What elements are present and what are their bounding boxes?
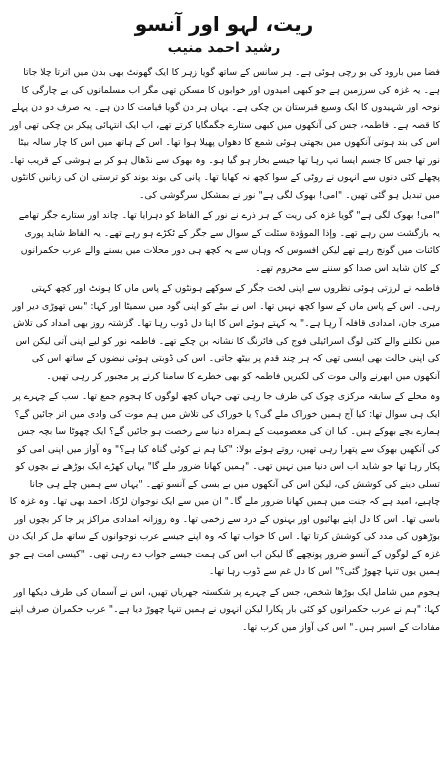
paragraph-2: "امی! بھوک لگی ہے" گویا غزہ کی ریت کے ہر ذرے نے نور کے الفاظ کو دہرایا تھا۔ چاند اور ستارے جگر تھامے یہ بازگشت سن رہے تھے۔ وإذا الموؤدة سئلت کے سوال سے جگر کے ٹکڑے ہو رہے تھے۔ یہ الفاظ شاید پوری کائنات میں گونج رہے تھے لیکن افسوس کہ وہاں سے یہ کچھ ہی دور محلات میں بسنے والے عرب حکمرانوں کے کان شاید اس صدا کو سننے سے محروم تھے۔	[18, 210, 440, 274]
paragraph-1: فضا میں بارود کی بو رچی ہوئی ہے۔ ہر سانس کے ساتھ گویا زہر کا ایک گھونٹ بھی بدن میں اترتا چلا جاتا ہے۔ یہ غزہ کی سرزمین ہے جو کبھی امیدوں اور خوابوں کا مسکن تھی مگر اب مسلمانوں کی بے چارگی کا نوحہ اور شہیدوں کا ایک وسیع قبرستان بن چکی ہے۔ یہاں ہر دن گویا قیامت کا دن ہے۔ یہ صرف دو دن پہلے کا قصہ ہے۔ فاطمہ، جس کی آنکھوں میں کبھی ستارے جگمگایا کرتے تھے، اب ایک انتہائی پیکر بن چکی تھی اور اس کی بند ہوتی آنکھوں میں بجھتی ہوئی شمع کا دھواں پھیلا ہوا تھا۔ اس کے ہاتھ میں اس کا چار سالہ بیٹا نور تھا جس کا جسم ایسا تپ رہا تھا جیسے بخار ہو گیا ہو۔ وہ بھوک سے نڈھال ہو کر بے ہوشی کے قریب تھا۔ پچھلے کئی دنوں سے انہوں نے روٹی کے سوا کچھ نہ کھایا تھا۔ پانی کی بوند بوند کو ترستی ان کی زبانیں کانٹوں میں تبدیل ہو گئی تھیں۔ "امی! بھوک لگی ہے" نور نے بمشکل سرگوشی کی۔	[9, 67, 440, 201]
article-author: رشید احمد منیب	[167, 40, 281, 56]
article-body	[8, 64, 440, 764]
paragraph-5: ہجوم میں شامل ایک بوڑھا شخص، جس کے چہرے پر شکستہ جھریاں تھیں، اس نے آسمان کی طرف دیکھا اور کہا: "ہم نے عرب حکمرانوں کو کئی بار پکارا لیکن انہوں نے ہمیں تنہا چھوڑ دیا ہے۔" عرب حکمران صرف اپنے مفادات کے اسیر ہیں۔" اس کی آواز میں کرب تھا۔	[9, 586, 440, 633]
article-title: ریت، لہو اور آنسو	[134, 12, 314, 36]
paragraph-3: فاطمہ نے لرزتی ہوئی نظروں سے اپنی لخت جگر کے سوکھے ہونٹوں کے پاس ماں کا ہونٹ اور کچھ کہتی رہی۔ اس کے پاس ماں کے سوا کچھ نہیں تھا۔ اس نے بیٹے کو اپنی گود میں سمیٹا اور کہا: "بس تھوڑی دیر اور میری جان، امدادی قافلہ آ رہا ہے۔" یہ کہتے ہوئے اس کا اپنا دل ڈوب رہا تھا۔ گزشتہ روز بھی امداد کی تلاش میں نکلنے والے کئی لوگ اسرائیلی فوج کی فائرنگ کا نشانہ بن چکے تھے۔ فاطمہ نور کو لیے اپنی آتی لیکن اس کی اپنی حالت بھی ایسی تھی کہ ہر چند قدم پر بیٹھ جاتی۔ اس کی ڈوبتی ہوئی نبضوں کے ساتھ اس کی آنکھوں میں ابھرنے والی موت کی لکیریں فاطمہ کو بھی خطرے کا سامنا کرنے پر مجبور کر رہی تھیں۔	[12, 283, 440, 382]
paragraph-4: وہ محلے کے سابقہ مرکزی چوک کی طرف جا رہی تھی جہاں کچھ لوگوں کا ہجوم جمع تھا۔ سب کے چہرے پر ایک ہی سوال تھا: کیا آج ہمیں خوراک ملے گی؟ یا خوراک کی تلاش میں ہم موت کی وادی میں اتر جائیں گے؟ ہمارے بچے بھوکے ہیں۔ کیا ان کی معصومیت کے ہمراہ دنیا سے رخصت ہو جائیں گے؟ ایک چھوٹا سا بچہ جس کی آنکھیں بھوک سے پتھرا رہی تھیں، روتے ہوئے بولا: "کیا ہم نے کوئی گناہ کیا ہے؟" وہ آواز میں اپنی امی کو پکار رہا تھا جو شاید اب اس دنیا میں نہیں تھی۔ "ہمیں کھانا ضرور ملے گا" یہاں کھڑے ایک بوڑھے نے بچوں کو تسلی دینے کی کوشش کی، لیکن اس کی آنکھوں میں بے بسی کے آنسو تھے۔ "یہاں سے ہمیں چلے ہی جانا چاہیے، امید ہے کہ جنت میں ہمیں کھانا ضرور ملے گا۔" ان میں سے ایک نوجوان لڑکا، احمد بھی تھا۔ وہ غزہ کا باسی تھا۔ اس کا دل اپنے بھائیوں اور بہنوں کے درد سے زخمی تھا۔ وہ روزانہ امدادی مراکز پر جا کر بچوں اور بوڑھوں کی مدد کی کوشش کرتا تھا۔ اس کا خواب تھا کہ وہ اپنے جیسے عرب نوجوانوں کے ساتھ مل کر ایک دن غزہ کے لوگوں کے آنسو ضرور پونچھے گا لیکن اب اس کی ہمت جیسے جواب دے رہی تھی۔ "کیسی امت ہے جو ہمیں یوں تنہا چھوڑ گئی؟" اس کا دل غم سے ڈوب رہا تھا۔	[8, 391, 440, 577]
